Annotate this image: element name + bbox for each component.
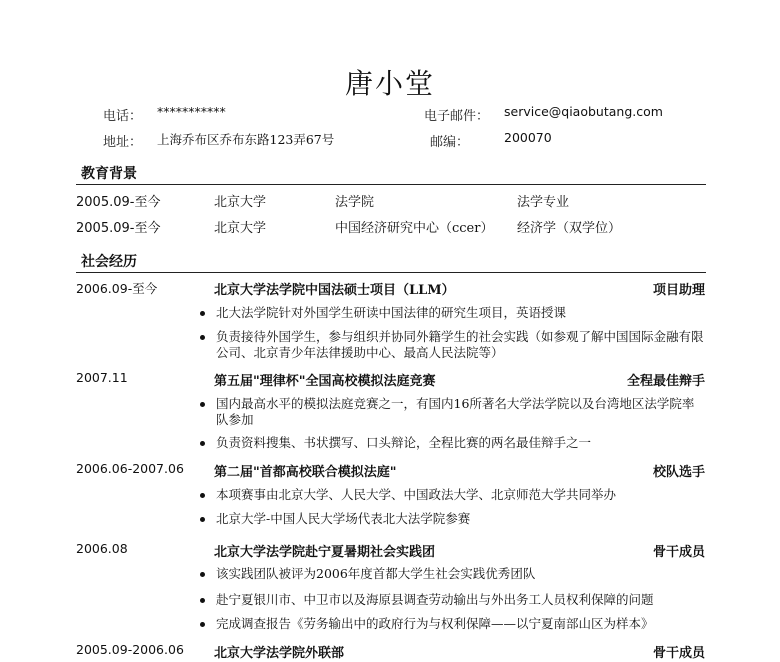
- zip-label: 邮编：: [430, 135, 470, 150]
- bullet-dot-icon: [200, 402, 205, 407]
- list-item: 负责接待外国学生，参与组织并协同外籍学生的社会实践（如参观了解中国国际金融有限公司、北京青少年法律援助中心、最高人民法院等）: [200, 329, 706, 361]
- phone-value: ***********: [157, 104, 226, 119]
- experience-org: 第五届"理律杯"全国高校模拟法庭竞赛: [214, 374, 436, 389]
- bullet-dot-icon: [200, 493, 205, 498]
- bullet-dot-icon: [200, 517, 205, 522]
- email-label: 电子邮件：: [424, 109, 490, 124]
- address-label: 地址：: [103, 135, 143, 150]
- education-major: 经济学（双学位）: [517, 221, 622, 236]
- list-item: 国内最高水平的模拟法庭竞赛之一，有国内16所著名大学法学院以及台湾地区法学院率队参加: [200, 396, 706, 428]
- experience-org: 北京大学法学院赴宁夏暑期社会实践团: [214, 545, 436, 560]
- address-value: 上海乔布区乔布东路123弄67号: [157, 132, 335, 147]
- bullet-dot-icon: [200, 622, 205, 627]
- experience-org: 北京大学法学院中国法硕士项目（LLM）: [214, 283, 455, 298]
- experience-date: 2005.09-2006.06: [76, 642, 184, 657]
- experience-org: 第二届"首都高校联合模拟法庭": [214, 465, 397, 480]
- experience-divider: [76, 272, 706, 273]
- experience-role: 校队选手: [652, 465, 705, 480]
- experience-org: 北京大学法学院外联部: [214, 646, 345, 661]
- bullet-dot-icon: [200, 311, 205, 316]
- bullet-dot-icon: [200, 572, 205, 577]
- experience-role: 骨干成员: [652, 545, 705, 560]
- phone-label: 电话：: [103, 109, 143, 124]
- list-item: 本项赛事由北京大学、人民大学、中国政法大学、北京师范大学共同举办: [200, 487, 706, 503]
- education-major: 法学专业: [517, 195, 570, 210]
- bullet-dot-icon: [200, 441, 205, 446]
- email-value[interactable]: service@qiaobutang.com: [504, 104, 663, 119]
- education-department: 中国经济研究中心（ccer）: [335, 221, 494, 236]
- list-item: 该实践团队被评为2006年度首都大学生社会实践优秀团队: [200, 566, 706, 582]
- experience-date: 2007.11: [76, 370, 128, 385]
- experience-role: 全程最佳辩手: [626, 374, 705, 389]
- zip-value: 200070: [504, 130, 552, 145]
- list-item: 北大法学院针对外国学生研读中国法律的研究生项目，英语授课: [200, 305, 706, 321]
- experience-role: 项目助理: [652, 283, 705, 298]
- education-date: 2005.09-至今: [76, 221, 161, 236]
- list-item: 负责资料搜集、书状撰写、口头辩论，全程比赛的两名最佳辩手之一: [200, 435, 706, 451]
- list-item: 北京大学-中国人民大学场代表北大法学院参赛: [200, 511, 706, 527]
- experience-role: 骨干成员: [652, 646, 705, 661]
- education-department: 法学院: [335, 195, 375, 210]
- bullet-dot-icon: [200, 598, 205, 603]
- list-item: 完成调查报告《劳务输出中的政府行为与权利保障——以宁夏南部山区为样本》: [200, 616, 706, 632]
- list-item: 赴宁夏银川市、中卫市以及海原县调查劳动输出与外出务工人员权利保障的问题: [200, 592, 706, 608]
- education-school: 北京大学: [214, 221, 267, 236]
- bullet-dot-icon: [200, 335, 205, 340]
- experience-section-title: 社会经历: [81, 254, 137, 270]
- resume-name: 唐小堂: [344, 67, 435, 100]
- education-section-title: 教育背景: [81, 166, 137, 182]
- experience-date: 2006.09-至今: [76, 281, 158, 296]
- education-date: 2005.09-至今: [76, 195, 161, 210]
- experience-date: 2006.08: [76, 541, 128, 556]
- education-school: 北京大学: [214, 195, 267, 210]
- education-divider: [76, 184, 706, 185]
- experience-date: 2006.06-2007.06: [76, 461, 184, 476]
